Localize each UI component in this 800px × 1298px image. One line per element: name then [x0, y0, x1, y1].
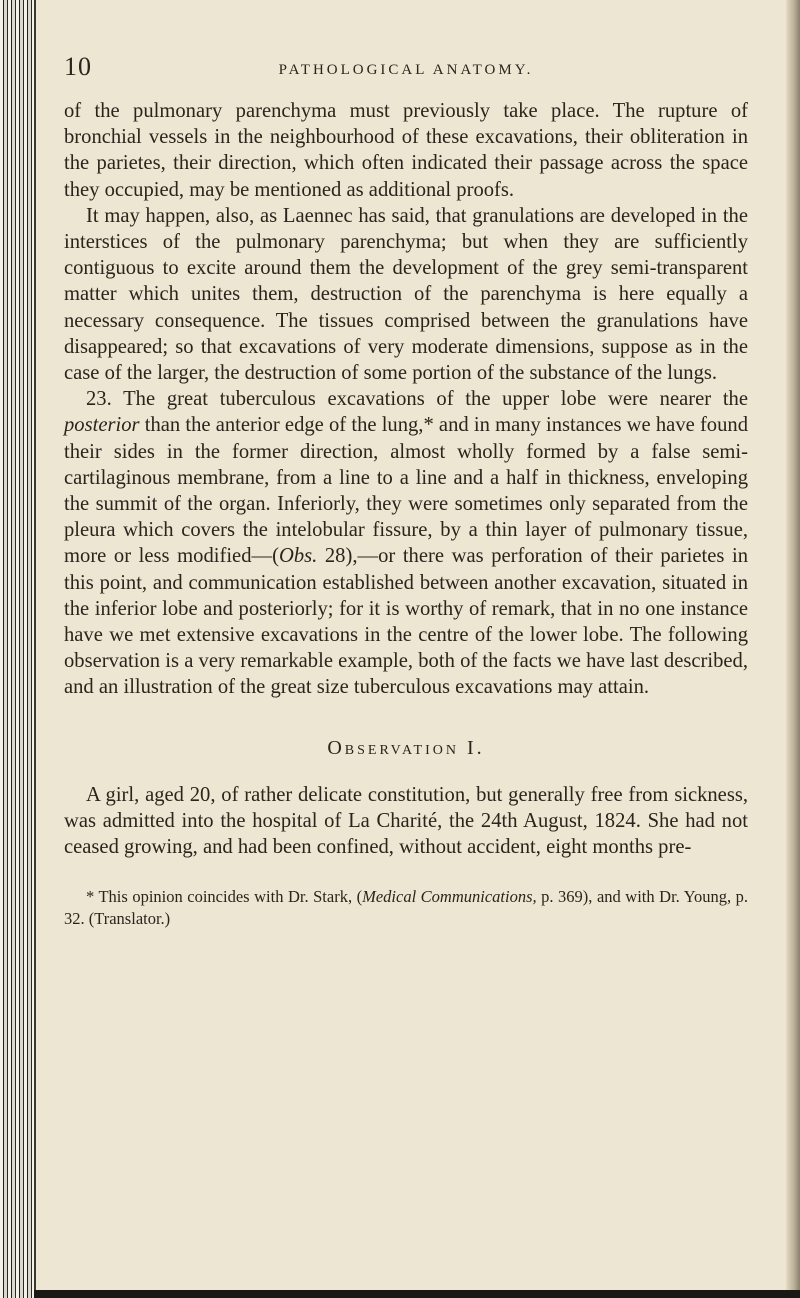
observation-text: A girl, aged 20, of rather delicate constitution, but generally free from sickness, was admitted into the hospital of La Charité, the 24th August, 1824. She had not ceased growing, and had been confined, without accident, eight months pre-: [64, 783, 748, 859]
paragraph-3-italic-obs: Obs.: [278, 545, 318, 568]
paragraph-3-text-c: 28),—or there was perforation of their parietes in this point, and communication established between another excavation, situated in the inferior lobe and posteriorly; for it is worthy of remark, that in no one instance have we met extensive excavations in the centre of the lower lobe. The following observation is a very remarkable example, both of the facts we have last described, and an illustration of the great size tuberculous excavations may attain.: [64, 545, 749, 699]
paragraph-3-italic-posterior: posterior: [64, 414, 140, 437]
footnote: [64, 886, 748, 930]
page-right-edge: [786, 0, 800, 1298]
paragraph-1: of the pulmonary parenchyma must previously take place. The rupture of bronchial vessels in the neighbourhood of these excavations, their obliteration in the parietes, their direction, which often indicated their passage across the space they occupied, may be mentioned as additional proofs.: [64, 100, 748, 201]
paragraph-3: [64, 386, 748, 700]
book-binding-edge: [0, 0, 36, 1298]
paragraph-3-text-a: 23. The great tuberculous excavations of the upper lobe were nearer the: [86, 388, 748, 411]
page-number: 10: [64, 52, 92, 81]
body-text: [64, 98, 748, 701]
running-head: PATHOLOGICAL ANATOMY.: [278, 62, 534, 78]
paragraph-3-text-b: than the anterior edge of the lung,* and in many instances we have found their sides in the former direction, almost wholly formed by a false semi-cartilaginous membrane, from a line to a line and a half in thickness, enveloping the summit of the organ. Inferiorly, they were sometimes only separated from the pleura which covers the intelobular fissure, by a thin layer of pulmonary tissue, more or less modified—(: [64, 414, 748, 568]
paragraph-2: It may happen, also, as Laennec has said, that granulations are developed in the interstices of the pulmonary parenchyma; but when they are sufficiently contiguous to excite around them the development of the grey semi-transparent matter which unites them, destruction of the parenchyma is here equally a necessary consequence. The tissues comprised between the granulations have disappeared; so that excavations of very moderate dimensions, suppose as in the case of the larger, the destruction of some portion of the substance of the lungs.: [64, 204, 748, 385]
page-header: [64, 52, 748, 86]
book-page: [64, 52, 748, 930]
page-bottom-edge: [34, 1290, 800, 1298]
footnote-text-b: p. 369), and with Dr. Young, p. 32. (Translator.): [64, 887, 748, 929]
footnote-italic-title: Medical Communications,: [362, 887, 537, 907]
footnote-text-a: * This opinion coincides with Dr. Stark, (: [86, 887, 363, 907]
observation-heading: Observation I.: [327, 736, 485, 759]
